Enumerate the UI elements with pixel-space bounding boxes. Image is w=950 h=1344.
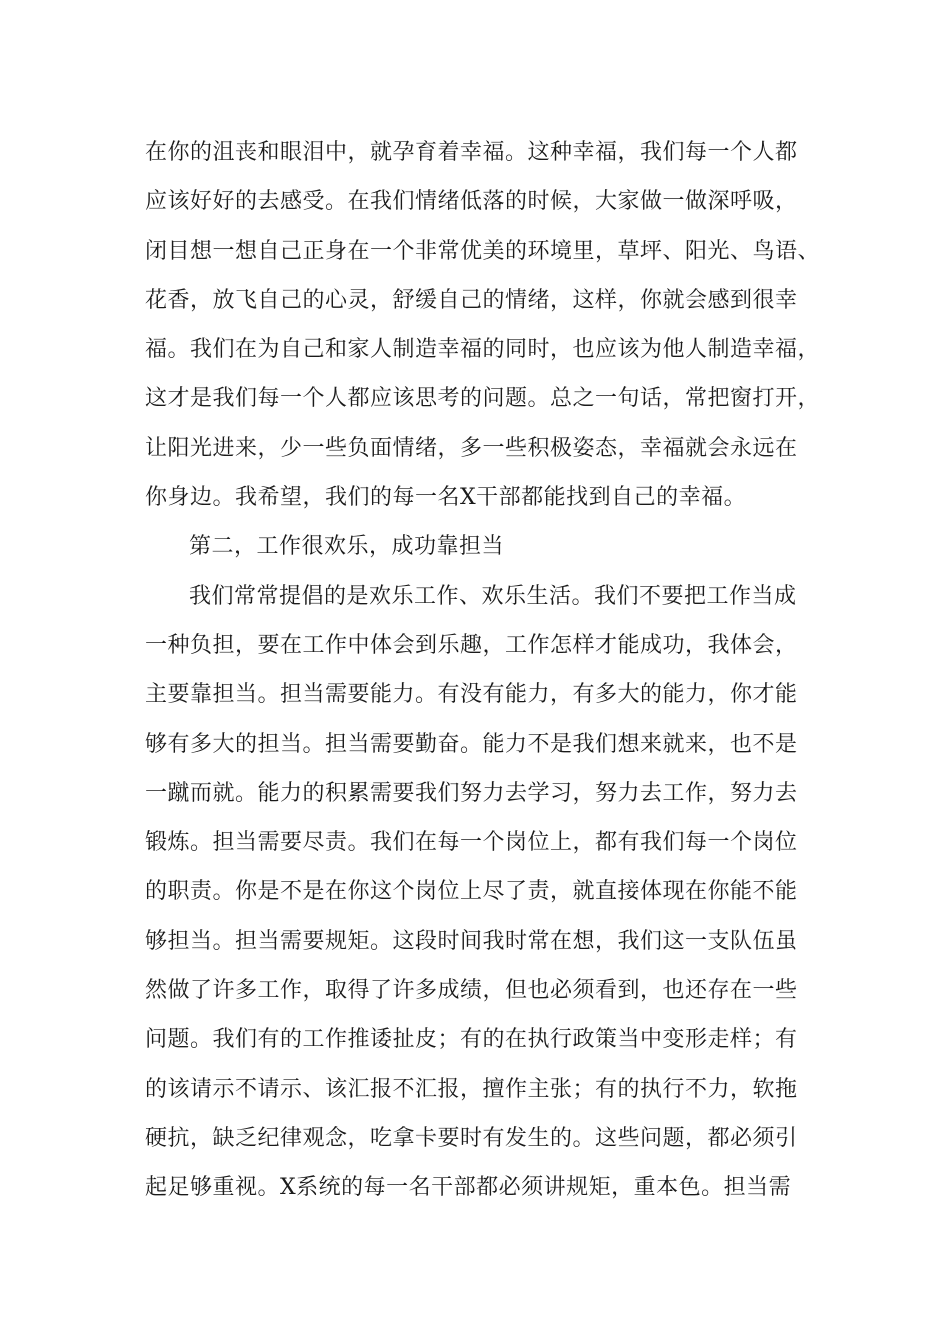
text-line: 一蹴而就。能力的积累需要我们努力去学习，努力去工作，努力去 (145, 780, 798, 806)
text-line: 够担当。担当需要规矩。这段时间我时常在想，我们这一支队伍虽 (145, 928, 798, 954)
text-line: 然做了许多工作，取得了许多成绩，但也必须看到，也还存在一些 (145, 978, 798, 1004)
text-line: 的职责。你是不是在你这个岗位上尽了责，就直接体现在你能不能 (145, 879, 798, 905)
text-line: 花香，放飞自己的心灵，舒缓自己的情绪，这样，你就会感到很幸 (145, 287, 798, 313)
document-body (145, 128, 835, 1213)
text-line: 够有多大的担当。担当需要勤奋。能力不是我们想来就来，也不是 (145, 731, 798, 757)
text-line: 我们常常提倡的是欢乐工作、欢乐生活。我们不要把工作当成 (189, 583, 797, 609)
text-line: 一种负担，要在工作中体会到乐趣，工作怎样才能成功，我体会， (145, 632, 798, 658)
text-line: 闭目想一想自己正身在一个非常优美的环境里，草坪、阳光、鸟语、 (145, 238, 821, 264)
text-line: 福。我们在为自己和家人制造幸福的同时，也应该为他人制造幸福， (145, 337, 821, 363)
text-line: 让阳光进来，少一些负面情绪，多一些积极姿态，幸福就会永远在 (145, 435, 798, 461)
section-heading: 第二，工作很欢乐，成功靠担当 (189, 534, 505, 560)
text-line: 你身边。我希望，我们的每一名X干部都能找到自己的幸福。 (145, 485, 747, 511)
text-line: 应该好好的去感受。在我们情绪低落的时候，大家做一做深呼吸， (145, 189, 798, 215)
text-line: 这才是我们每一个人都应该思考的问题。总之一句话，常把窗打开， (145, 386, 821, 412)
text-line: 锻炼。担当需要尽责。我们在每一个岗位上，都有我们每一个岗位 (145, 830, 798, 856)
text-line: 起足够重视。X系统的每一名干部都必须讲规矩，重本色。担当需 (145, 1175, 792, 1201)
text-line: 主要靠担当。担当需要能力。有没有能力，有多大的能力，你才能 (145, 682, 798, 708)
text-line: 问题。我们有的工作推诿扯皮；有的在执行政策当中变形走样；有 (145, 1027, 798, 1053)
text-line: 在你的沮丧和眼泪中，就孕育着幸福。这种幸福，我们每一个人都 (145, 140, 798, 165)
text-line: 的该请示不请示、该汇报不汇报，擅作主张；有的执行不力，软拖 (145, 1076, 798, 1102)
text-line: 硬抗，缺乏纪律观念，吃拿卡要时有发生的。这些问题，都必须引 (145, 1125, 798, 1151)
